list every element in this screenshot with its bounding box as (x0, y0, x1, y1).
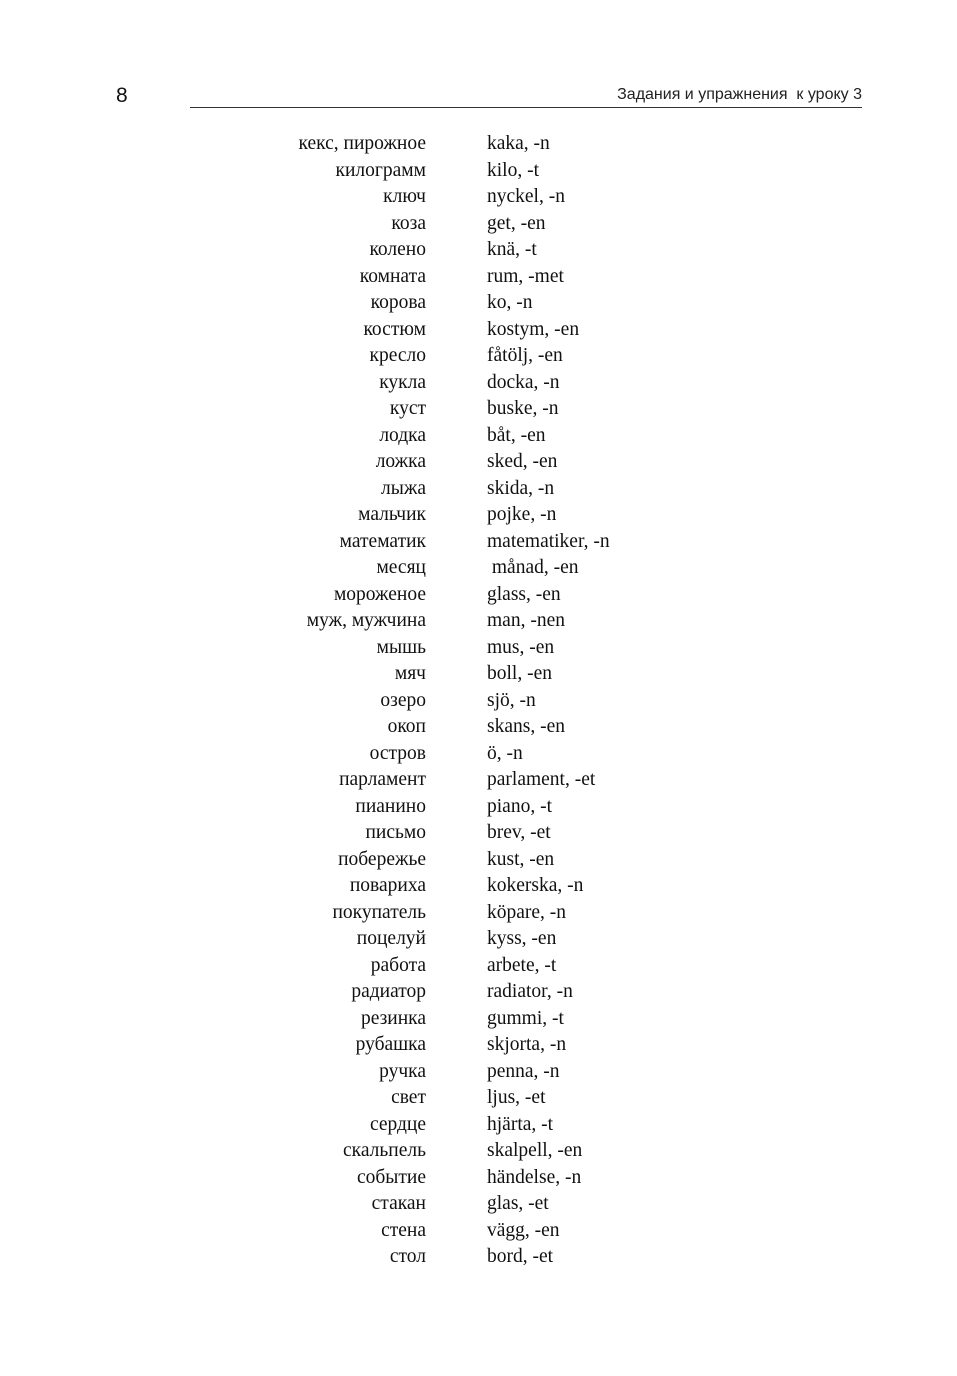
vocab-row (0, 1191, 957, 1218)
vocab-row (0, 423, 957, 450)
swedish-word: sked, -en (487, 451, 558, 472)
swedish-word: docka, -n (487, 371, 560, 393)
russian-word: повариха (349, 875, 426, 896)
vocab-row (0, 211, 957, 238)
swedish-word: hjärta, -t (487, 1113, 554, 1135)
russian-word: лыжа (381, 477, 426, 499)
vocab-row (0, 926, 957, 953)
swedish-word: kostym, -en (487, 318, 580, 340)
russian-word: работа (370, 954, 426, 976)
russian-word: побережье (338, 848, 426, 870)
swedish-word: parlament, -et (487, 769, 596, 790)
vocab-row (0, 343, 957, 370)
swedish-word: rum, -met (487, 265, 564, 287)
swedish-word: boll, -en (487, 663, 552, 684)
vocab-row (0, 264, 957, 291)
swedish-word: ö, -n (487, 742, 523, 764)
vocab-row (0, 741, 957, 768)
vocab-row (0, 794, 957, 821)
russian-word: комната (359, 265, 426, 287)
vocab-row (0, 1006, 957, 1033)
vocab-row (0, 449, 957, 476)
vocab-row (0, 635, 957, 662)
swedish-word: brev, -et (487, 822, 551, 843)
russian-word: скальпель (343, 1140, 426, 1161)
russian-word: корова (370, 292, 426, 313)
swedish-word: piano, -t (487, 795, 552, 817)
russian-word: месяц (376, 557, 426, 578)
russian-word: пианино (355, 795, 426, 817)
swedish-word: man, -nen (487, 610, 565, 631)
vocab-row (0, 1059, 957, 1086)
russian-word: рубашка (355, 1034, 426, 1055)
russian-word: свет (391, 1087, 426, 1108)
vocab-row (0, 1085, 957, 1112)
russian-word: костюм (363, 318, 426, 340)
page-number: 8 (116, 84, 128, 107)
swedish-word: bord, -et (487, 1246, 554, 1267)
russian-word: сердце (369, 1113, 426, 1135)
vocab-row (0, 396, 957, 423)
swedish-word: ljus, -et (487, 1087, 546, 1108)
vocab-row (0, 820, 957, 847)
russian-word: озеро (380, 689, 426, 711)
russian-word: письмо (365, 822, 426, 843)
vocab-row (0, 953, 957, 980)
vocab-row (0, 1218, 957, 1245)
russian-word: мороженое (333, 583, 426, 605)
vocab-row (0, 476, 957, 503)
swedish-word: glass, -en (487, 583, 561, 605)
vocab-row (0, 847, 957, 874)
russian-word: килограмм (335, 159, 426, 181)
russian-word: мяч (394, 663, 426, 684)
russian-word: стакан (371, 1193, 426, 1214)
russian-word: резинка (360, 1007, 426, 1029)
vocab-row (0, 1112, 957, 1139)
swedish-word: matematiker, -n (487, 530, 610, 552)
russian-word: ручка (379, 1060, 426, 1082)
swedish-word: sjö, -n (487, 689, 536, 711)
russian-word: покупатель (332, 901, 426, 923)
swedish-word: pojke, -n (487, 504, 557, 525)
vocab-row (0, 529, 957, 556)
swedish-word: skida, -n (487, 477, 555, 499)
swedish-word: båt, -en (487, 424, 546, 446)
russian-word: мальчик (358, 504, 426, 525)
russian-word: ложка (375, 451, 426, 472)
swedish-word: nyckel, -n (487, 186, 565, 207)
russian-word: ключ (383, 186, 426, 207)
vocab-row (0, 317, 957, 344)
vocab-row (0, 582, 957, 609)
vocab-row (0, 1138, 957, 1165)
vocab-row (0, 608, 957, 635)
russian-word: поцелуй (356, 928, 426, 949)
swedish-word: kust, -en (487, 848, 555, 870)
swedish-word: skjorta, -n (487, 1034, 567, 1055)
russian-word: муж, мужчина (306, 610, 426, 631)
running-header: Задания и упражнения к уроку 3 (617, 86, 862, 103)
swedish-word: glas, -et (487, 1193, 549, 1214)
vocabulary-list (0, 131, 957, 1271)
vocab-row (0, 290, 957, 317)
vocab-row (0, 714, 957, 741)
swedish-word: get, -en (487, 212, 546, 234)
russian-word: математик (339, 530, 426, 552)
swedish-word: vägg, -en (487, 1219, 560, 1241)
russian-word: радиатор (351, 981, 426, 1002)
vocab-row (0, 661, 957, 688)
russian-word: стол (389, 1246, 426, 1267)
russian-word: парламент (339, 769, 426, 790)
swedish-word: kaka, -n (487, 133, 550, 154)
swedish-word: kokerska, -n (487, 875, 584, 896)
vocab-row (0, 1032, 957, 1059)
vocab-row (0, 873, 957, 900)
vocab-row (0, 555, 957, 582)
russian-word: лодка (379, 424, 426, 446)
russian-word: мышь (376, 636, 426, 658)
russian-word: коза (391, 212, 426, 234)
vocab-row (0, 370, 957, 397)
vocab-row (0, 184, 957, 211)
vocab-row (0, 767, 957, 794)
swedish-word: skans, -en (487, 716, 565, 737)
swedish-word: köpare, -n (487, 901, 567, 923)
swedish-word: händelse, -n (487, 1166, 582, 1188)
vocab-row (0, 158, 957, 185)
vocab-row (0, 1165, 957, 1192)
russian-word: куст (389, 398, 426, 419)
russian-word: остров (369, 742, 426, 764)
russian-word: кекс, пирожное (298, 133, 426, 154)
vocab-row (0, 1244, 957, 1271)
swedish-word: fåtölj, -en (487, 345, 563, 366)
russian-word: окоп (387, 716, 426, 737)
swedish-word: knä, -t (487, 239, 537, 260)
swedish-word: gummi, -t (487, 1007, 564, 1029)
swedish-word: månad, -en (487, 557, 579, 578)
vocab-row (0, 900, 957, 927)
swedish-word: mus, -en (487, 636, 555, 658)
swedish-word: skalpell, -en (487, 1140, 583, 1161)
swedish-word: ko, -n (487, 292, 533, 313)
swedish-word: buske, -n (487, 398, 559, 419)
russian-word: колено (369, 239, 426, 260)
russian-word: кресло (369, 345, 426, 366)
swedish-word: kyss, -en (487, 928, 557, 949)
swedish-word: penna, -n (487, 1060, 560, 1082)
russian-word: кукла (379, 371, 426, 393)
swedish-word: kilo, -t (487, 159, 539, 181)
swedish-word: radiator, -n (487, 981, 573, 1002)
vocab-row (0, 502, 957, 529)
swedish-word: arbete, -t (487, 954, 557, 976)
vocab-row (0, 688, 957, 715)
vocab-row (0, 131, 957, 158)
header-rule (190, 107, 862, 108)
russian-word: событие (356, 1166, 426, 1188)
vocab-row (0, 237, 957, 264)
vocab-row (0, 979, 957, 1006)
russian-word: стена (381, 1219, 426, 1241)
